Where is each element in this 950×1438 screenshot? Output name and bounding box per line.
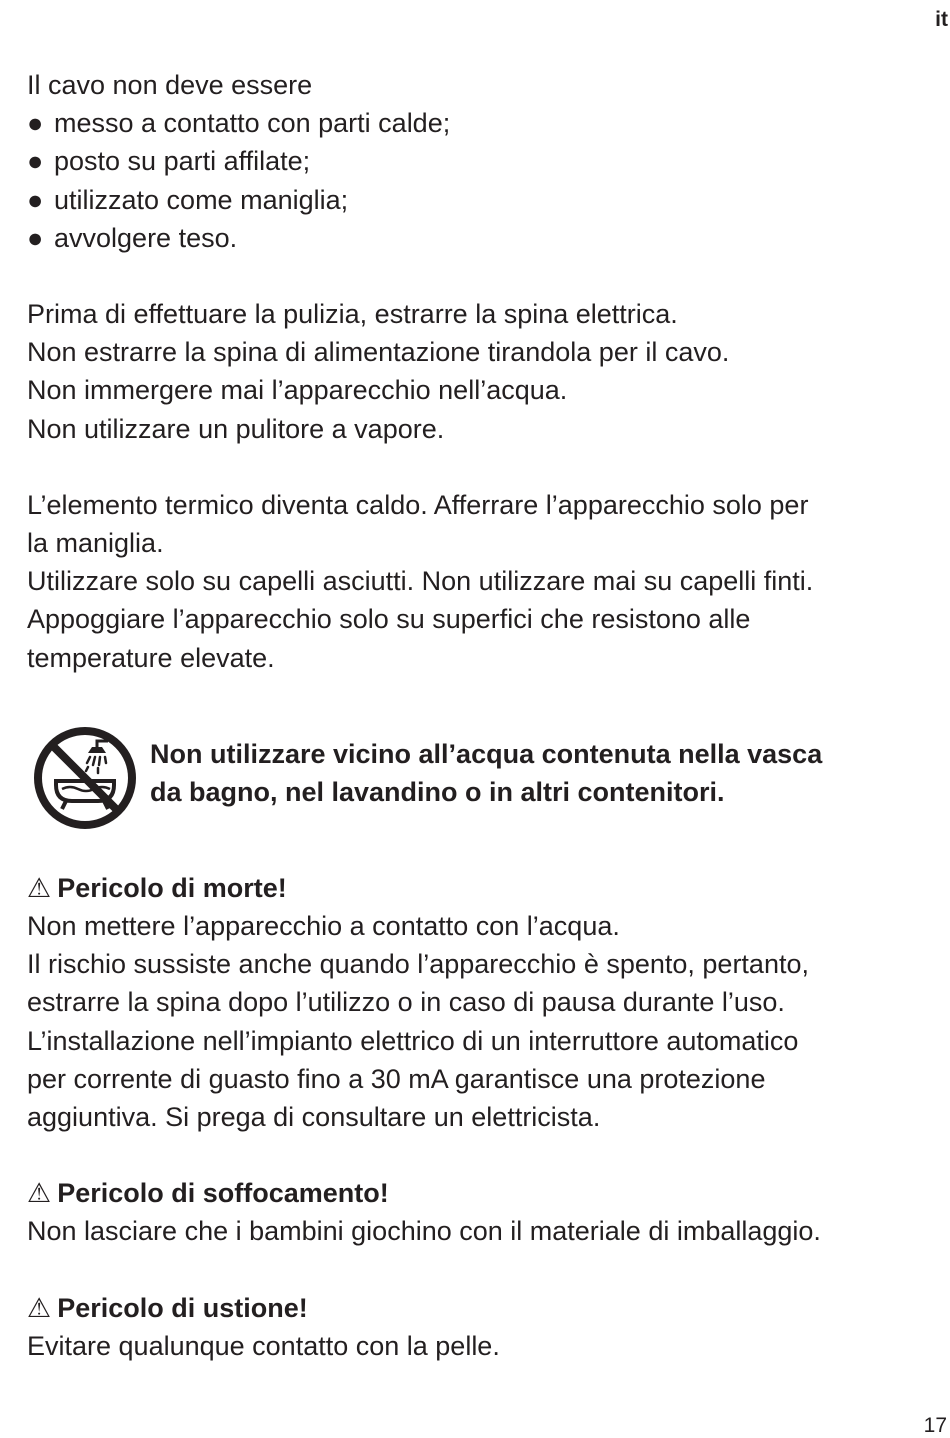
paragraph-line: Prima di effettuare la pulizia, estrarre la spina elettrica. <box>27 299 678 330</box>
cable-warnings <box>27 66 932 257</box>
water-warning-text <box>150 735 822 811</box>
paragraph-line: Utilizzare solo su capelli asciutti. Non utilizzare mai su capelli finti. <box>27 566 814 597</box>
warning-triangle-icon: ⚠ <box>27 1292 52 1323</box>
danger-title: Pericolo di soffocamento! <box>57 1178 389 1209</box>
page-number: 17 <box>923 1414 947 1437</box>
danger-heading <box>27 869 932 907</box>
water-warning <box>27 735 932 831</box>
page-content <box>27 66 932 1365</box>
paragraph-line: Non estrarre la spina di alimentazione tirandola per il cavo. <box>27 337 730 368</box>
paragraph-line: Non mettere l’apparecchio a contatto con l’acqua. <box>27 911 620 942</box>
paragraph-line: per corrente di guasto fino a 30 mA garantisce una protezione <box>27 1063 766 1094</box>
paragraph-line: L’elemento termico diventa caldo. Afferrare l’apparecchio solo per <box>27 489 809 520</box>
paragraph-line: Appoggiare l’apparecchio solo su superfici che resistono alle <box>27 604 751 635</box>
danger-death-section <box>27 869 932 1136</box>
danger-title: Pericolo di ustione! <box>57 1292 308 1323</box>
paragraph-line: Non immergere mai l’apparecchio nell’acqua. <box>27 375 568 406</box>
list-item-text: posto su parti affilate; <box>54 146 311 177</box>
paragraph-line: la maniglia. <box>27 528 164 559</box>
danger-suffocation-section <box>27 1174 932 1250</box>
bullet-icon: ● <box>27 108 44 139</box>
paragraph-line: Il rischio sussiste anche quando l’apparecchio è spento, pertanto, <box>27 949 809 980</box>
bullet-icon: ● <box>27 146 44 177</box>
danger-heading <box>27 1289 932 1327</box>
danger-heading <box>27 1174 932 1212</box>
warning-line: da bagno, nel lavandino o in altri contenitori. <box>150 777 725 808</box>
danger-burn-section <box>27 1289 932 1365</box>
cleaning-instructions <box>27 295 932 448</box>
cable-intro: Il cavo non deve essere <box>27 70 313 100</box>
list-item <box>27 104 932 142</box>
paragraph-line: Non utilizzare un pulitore a vapore. <box>27 413 445 444</box>
paragraph-line: Evitare qualunque contatto con la pelle. <box>27 1330 500 1361</box>
paragraph-line: estrarre la spina dopo l’utilizzo o in caso di pausa durante l’uso. <box>27 987 785 1018</box>
list-item-text: avvolgere teso. <box>54 222 238 253</box>
list-item <box>27 219 932 257</box>
paragraph-line: aggiuntiva. Si prega di consultare un elettricista. <box>27 1102 601 1133</box>
danger-title: Pericolo di morte! <box>57 872 287 903</box>
no-bathtub-water-icon <box>32 725 138 831</box>
list-item-text: utilizzato come maniglia; <box>54 184 349 215</box>
warning-line: Non utilizzare vicino all’acqua contenuta nella vasca <box>150 738 823 769</box>
warning-triangle-icon: ⚠ <box>27 872 52 903</box>
paragraph-line: L’installazione nell’impianto elettrico di un interruttore automatico <box>27 1025 799 1056</box>
language-label: it <box>935 8 948 31</box>
heating-instructions <box>27 486 932 677</box>
bullet-icon: ● <box>27 222 44 253</box>
paragraph-line: temperature elevate. <box>27 642 275 673</box>
warning-triangle-icon: ⚠ <box>27 1178 52 1209</box>
list-item <box>27 142 932 180</box>
list-item-text: messo a contatto con parti calde; <box>54 108 451 139</box>
bullet-icon: ● <box>27 184 44 215</box>
list-item <box>27 181 932 219</box>
paragraph-line: Non lasciare che i bambini giochino con il materiale di imballaggio. <box>27 1216 821 1247</box>
